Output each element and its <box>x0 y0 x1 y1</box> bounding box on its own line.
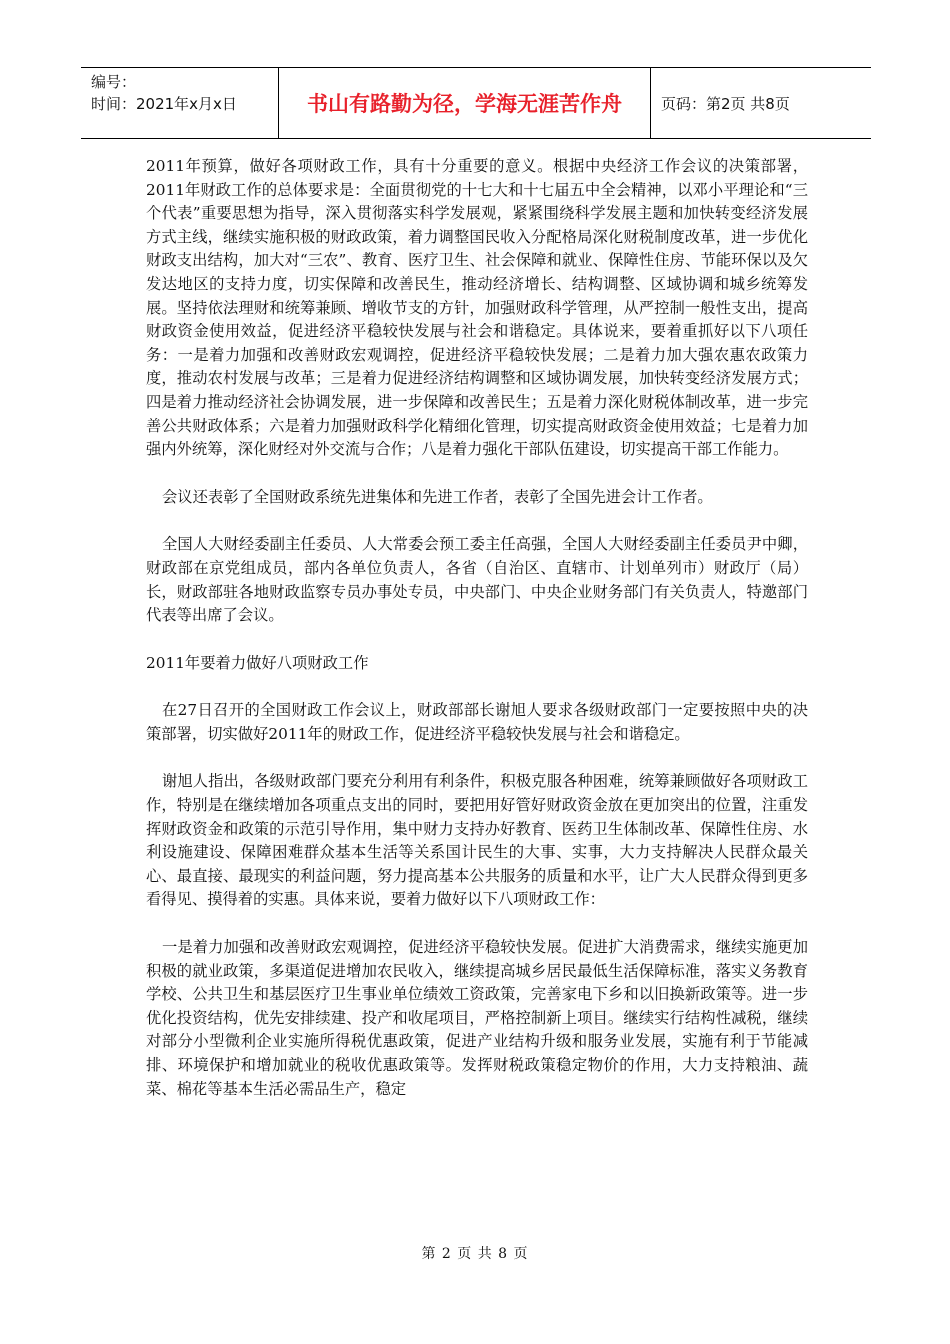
motto-cell <box>279 68 651 138</box>
paragraph-attendees: 全国人大财经委副主任委员、人大常委会预工委主任高强，全国人大财经委副主任委员尹中卿，财政部在京党组成员，部内各单位负责人，各省（自治区、直辖市、计划单列市）财政厅（局）长，财政部驻各地财政监察专员办事处专员，中央部门、中央企业财务部门有关负责人，特邀部门代表等出席了会议。 <box>146 535 808 625</box>
date-label: 时间：2021年x月x日 <box>91 95 237 113</box>
paragraph-task-one: 一是着力加强和改善财政宏观调控，促进经济平稳较快发展。促进扩大消费需求，继续实施更加积极的就业政策，多渠道促进增加农民收入，继续提高城乡居民最低生活保障标准，落实义务教育学校、公共卫生和基层医疗卫生事业单位绩效工资政策，完善家电下乡和以旧换新政策等。进一步优化投资结构，优先安排续建、投产和收尾项目，严格控制新上项目。继续实行结构性减税，继续对部分小型微利企业实施所得税优惠政策，促进产业结构升级和服务业发展，实施有利于节能减排、环境保护和增加就业的税收优惠政策等。发挥财税政策稳定物价的作用，大力支持粮油、蔬菜、棉花等基本生活必需品生产，稳定 <box>146 938 808 1098</box>
doc-number-label: 编号： <box>91 73 137 91</box>
page-header <box>81 67 871 139</box>
page-footer: 第 2 页 共 8 页 <box>421 1246 529 1262</box>
page-number-cell <box>651 68 871 138</box>
paragraph-commendation: 会议还表彰了全国财政系统先进集体和先进工作者，表彰了全国先进会计工作者。 <box>162 487 713 506</box>
header-motto: 书山有路勤为径，学海无涯苦作舟 <box>307 92 622 116</box>
paragraph-work-priorities: 谢旭人指出，各级财政部门要充分利用有利条件，积极克服各种困难，统筹兼顾做好各项财政工作，特别是在继续增加各项重点支出的同时，要把用好管好财政资金放在更加突出的位置，注重发挥财政资金和政策的示范引导作用，集中财力支持办好教育、医药卫生体制改革、保障性住房、水利设施建设、保障困难群众基本生活等关系国计民生的大事、实事，大力支持解决人民群众最关心、最直接、最现实的利益问题，努力提高基本公共服务的质量和水平，让广大人民群众得到更多看得见、摸得着的实惠。具体来说，要着力做好以下八项财政工作： <box>146 772 808 909</box>
header-info-cell <box>81 68 279 138</box>
paragraph-conference-speech: 在27日召开的全国财政工作会议上，财政部部长谢旭人要求各级财政部门一定要按照中央的决策部署，切实做好2011年的财政工作，促进经济平稳较快发展与社会和谐稳定。 <box>146 701 808 743</box>
header-page-label: 页码：第2页 共8页 <box>661 94 790 113</box>
section-heading: 2011年要着力做好八项财政工作 <box>146 653 369 672</box>
paragraph-budget-requirements: 2011年预算，做好各项财政工作，具有十分重要的意义。根据中央经济工作会议的决策部署，2011年财政工作的总体要求是：全面贯彻党的十七大和十七届五中全会精神，以邓小平理论和“三个代表”重要思想为指导，深入贯彻落实科学发展观，紧紧围绕科学发展主题和加快转变经济发展方式主线，继续实施积极的财政政策，着力调整国民收入分配格局深化财税制度改革，进一步优化财政支出结构，加大对“三农”、教育、医疗卫生、社会保障和就业、保障性住房、节能环保以及欠发达地区的支持力度，切实保障和改善民生，推动经济增长、结构调整、区域协调和城乡统筹发展。坚持依法理财和统筹兼顾、增收节支的方针，加强财政科学管理，从严控制一般性支出，提高财政资金使用效益，促进经济平稳较快发展与社会和谐稳定。具体说来，要着重抓好以下八项任务：一是着力加强和改善财政宏观调控，促进经济平稳较快发展；二是着力加大强农惠农政策力度，推动农村发展与改革；三是着力促进经济结构调整和区域协调发展，加快转变经济发展方式；四是着力推动经济社会协调发展，进一步保障和改善民生；五是着力深化财税体制改革，进一步完善公共财政体系；六是着力加强财政科学化精细化管理，切实提高财政资金使用效益；七是着力加强内外统筹，深化财经对外交流与合作；八是着力强化干部队伍建设，切实提高干部工作能力。 <box>146 157 808 459</box>
document-body <box>146 155 808 1101</box>
